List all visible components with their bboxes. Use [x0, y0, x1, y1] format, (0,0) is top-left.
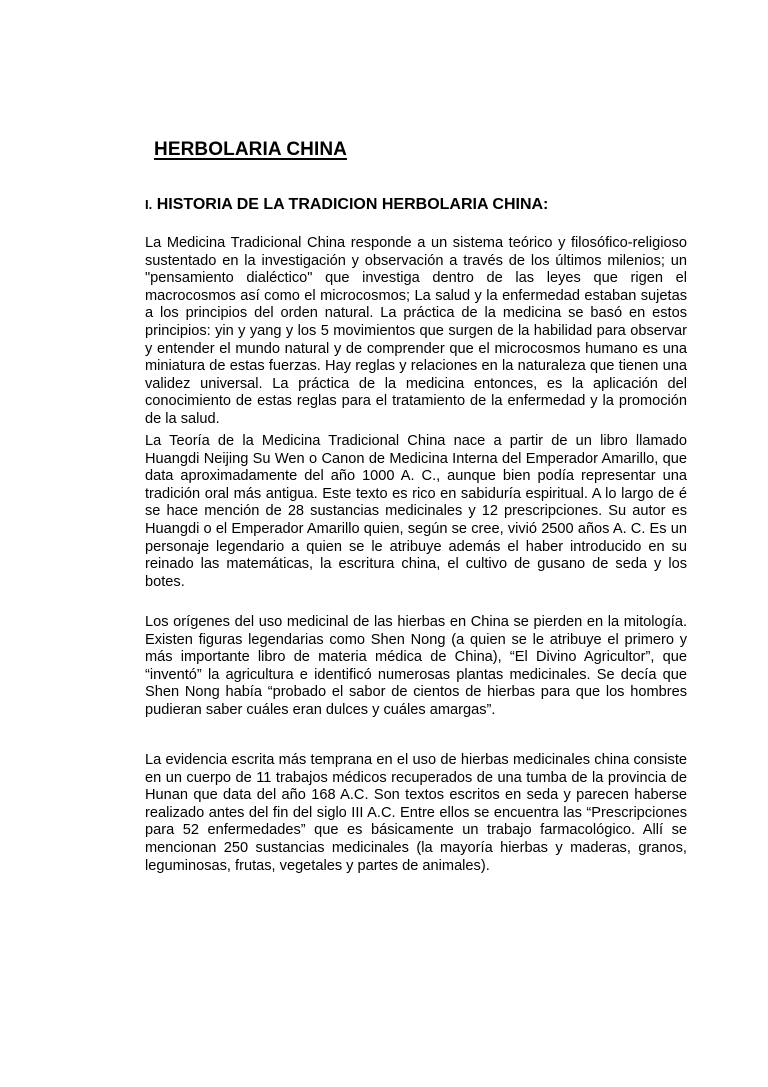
section-title: HISTORIA DE LA TRADICION HERBOLARIA CHINA:	[156, 196, 549, 213]
paragraph: La Medicina Tradicional China responde a un sistema teórico y filosófico-religioso sustentado en la investigación y observación a través de los últimos milenios; un "pensamiento dialéctico" que investiga dentro de las leyes que rigen el macrocosmos así como el microcosmos; La salud y la enfermedad estaban sujetas a los principios del orden natural. La práctica de la medicina se basó en estos principios: yin y yang y los 5 movimientos que surgen de la habilidad para observar y entender el mundo natural y de comprender que el microcosmos humano es una miniatura de estas fuerzas. Hay reglas y relaciones en la naturaleza que tienen una validez universal. La práctica de la medicina entonces, es la aplicación del conocimiento de estas reglas para el tratamiento de la enfermedad y la promoción de la salud.	[145, 235, 687, 427]
section-number: I.	[145, 197, 153, 212]
section-heading	[145, 196, 548, 214]
paragraph: Los orígenes del uso medicinal de las hierbas en China se pierden en la mitología. Existen figuras legendarias como Shen Nong (a quien se le atribuye el primero y más importante libro de materia médica de China), “El Divino Agricultor”, que “inventó” la agricultura e identificó numerosas plantas medicinales. Se decía que Shen Nong había “probado el sabor de cientos de hierbas para que los hombres pudieran saber cuáles eran dulces y cuáles amargas”.	[145, 614, 687, 718]
paragraph: La evidencia escrita más temprana en el uso de hierbas medicinales china consiste en un cuerpo de 11 trabajos médicos recuperados de una tumba de la provincia de Hunan que data del año 168 A.C. Son textos escritos en seda y parecen haberse realizado antes del fin del siglo III A.C. Entre ellos se encuentra las “Prescripciones para 52 enfermedades” que es básicamente un trabajo farmacológico. Allí se mencionan 250 sustancias medicinales (la mayoría hierbas y maderas, granos, leguminosas, frutas, vegetales y partes de animales).	[145, 752, 687, 874]
paragraph: La Teoría de la Medicina Tradicional China nace a partir de un libro llamado Huangdi Neijing Su Wen o Canon de Medicina Interna del Emperador Amarillo, que data aproximadamente del año 1000 A. C., aunque bien podía representar una tradición oral más antigua. Este texto es rico en sabiduría espiritual. A lo largo de é se hace mención de 28 sustancias medicinales y 12 prescripciones. Su autor es Huangdi o el Emperador Amarillo quien, según se cree, vivió 2500 años A. C. Es un personaje legendario a quien se le atribuye además el haber introducido en su reinado las matemáticas, la escritura china, el cultivo de gusano de seda y los botes.	[145, 433, 687, 590]
document-title: HERBOLARIA CHINA	[154, 139, 348, 160]
